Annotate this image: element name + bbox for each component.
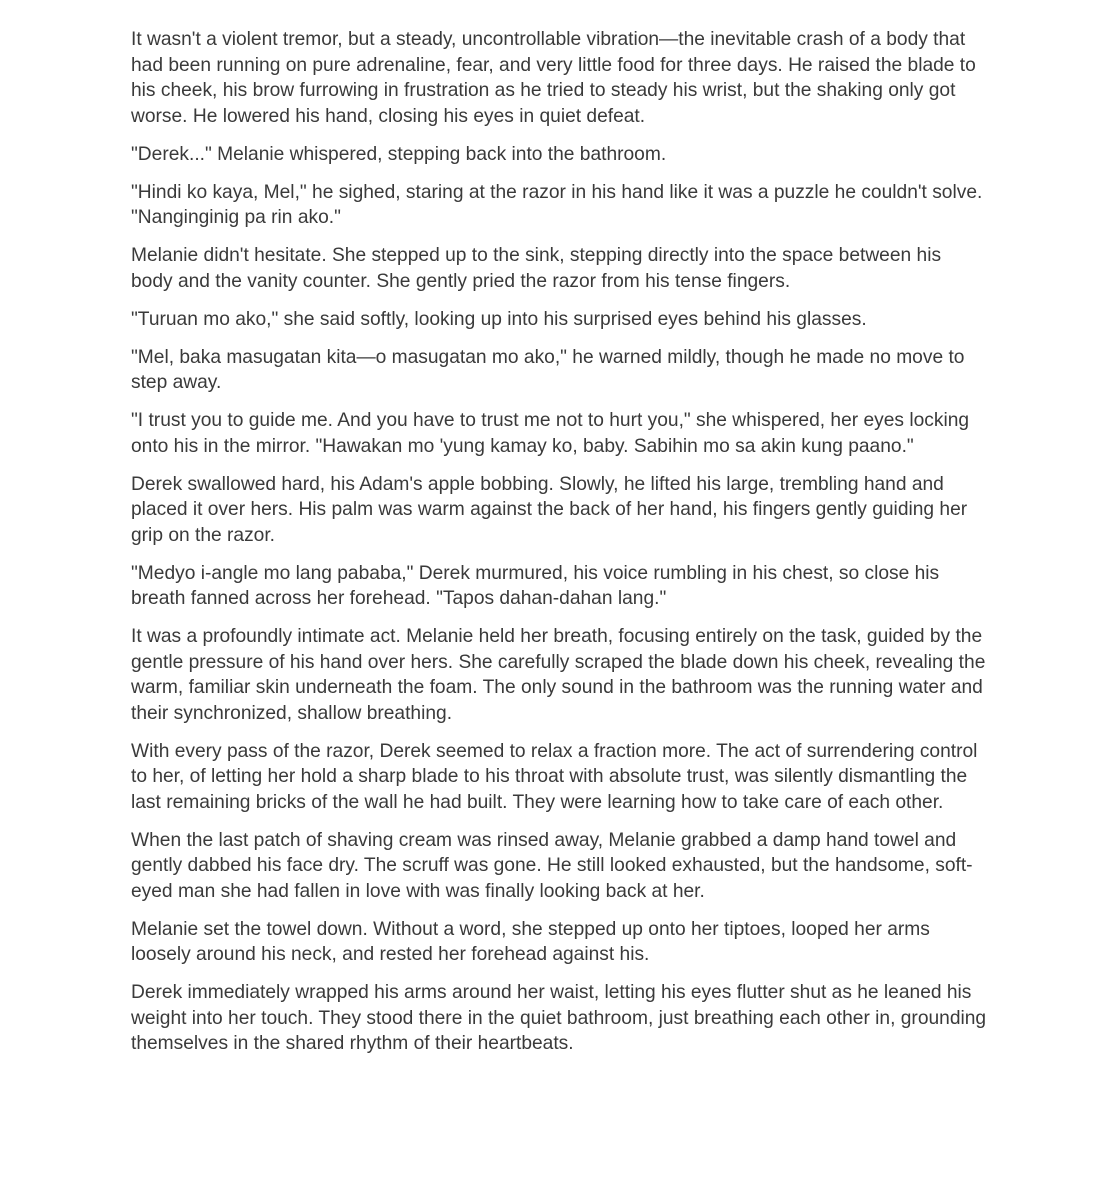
paragraph: "Derek..." Melanie whispered, stepping back into the bathroom. [131,143,667,165]
paragraph: "I trust you to guide me. And you have to trust me not to hurt you," she whispered, her eyes locking onto his in the mirror. "Hawakan mo 'yung kamay ko, baby. Sabihin mo sa akin kung paano." [131,410,970,457]
paragraph: It was a profoundly intimate act. Melanie held her breath, focusing entirely on the task, guided by the gentle pressure of his hand over hers. She carefully scraped the blade down his cheek, revealing the warm, familiar skin underneath the foam. The only sound in the bathroom was the running water and their synchronized, shallow breathing. [131,626,986,724]
paragraph: "Mel, baka masugatan kita—o masugatan mo ako," he warned mildly, though he made no move to step away. [131,346,965,393]
paragraph: It wasn't a violent tremor, but a steady, uncontrollable vibration—the inevitable crash of a body that had been running on pure adrenaline, fear, and very little food for three days. He raised the blade to his cheek, his brow furrowing in frustration as he tried to steady his wrist, but the shaking only got worse. He lowered his hand, closing his eyes in quiet defeat. [131,29,976,127]
paragraph: "Medyo i-angle mo lang pababa," Derek murmured, his voice rumbling in his chest, so close his breath fanned across her forehead. "Tapos dahan-dahan lang." [131,562,940,609]
paragraph: Derek swallowed hard, his Adam's apple bobbing. Slowly, he lifted his large, trembling hand and placed it over hers. His palm was warm against the back of her hand, his fingers gently guiding her grip on the razor. [131,473,968,546]
paragraph: Melanie set the towel down. Without a word, she stepped up onto her tiptoes, looped her arms loosely around his neck, and rested her forehead against his. [131,918,930,965]
paragraph: With every pass of the razor, Derek seemed to relax a fraction more. The act of surrendering control to her, of letting her hold a sharp blade to his throat with absolute trust, was silently dismantling the last remaining bricks of the wall he had built. They were learning how to take care of each other. [131,740,978,813]
paragraph: Melanie didn't hesitate. She stepped up to the sink, stepping directly into the space between his body and the vanity counter. She gently pried the razor from his tense fingers. [131,245,942,292]
paragraph: "Turuan mo ako," she said softly, looking up into his surprised eyes behind his glasses. [131,308,867,330]
paragraph: Derek immediately wrapped his arms around her waist, letting his eyes flutter shut as he leaned his weight into her touch. They stood there in the quiet bathroom, just breathing each other in, grounding themselves in the shared rhythm of their heartbeats. [131,982,987,1054]
paragraph: "Hindi ko kaya, Mel," he sighed, staring at the razor in his hand like it was a puzzle he couldn't solve. "Nanginginig pa rin ako." [131,181,983,228]
story-text [131,27,987,1069]
paragraph: When the last patch of shaving cream was rinsed away, Melanie grabbed a damp hand towel and gently dabbed his face dry. The scruff was gone. He still looked exhausted, but the handsome, soft-eyed man she had fallen in love with was finally looking back at her. [131,829,973,902]
